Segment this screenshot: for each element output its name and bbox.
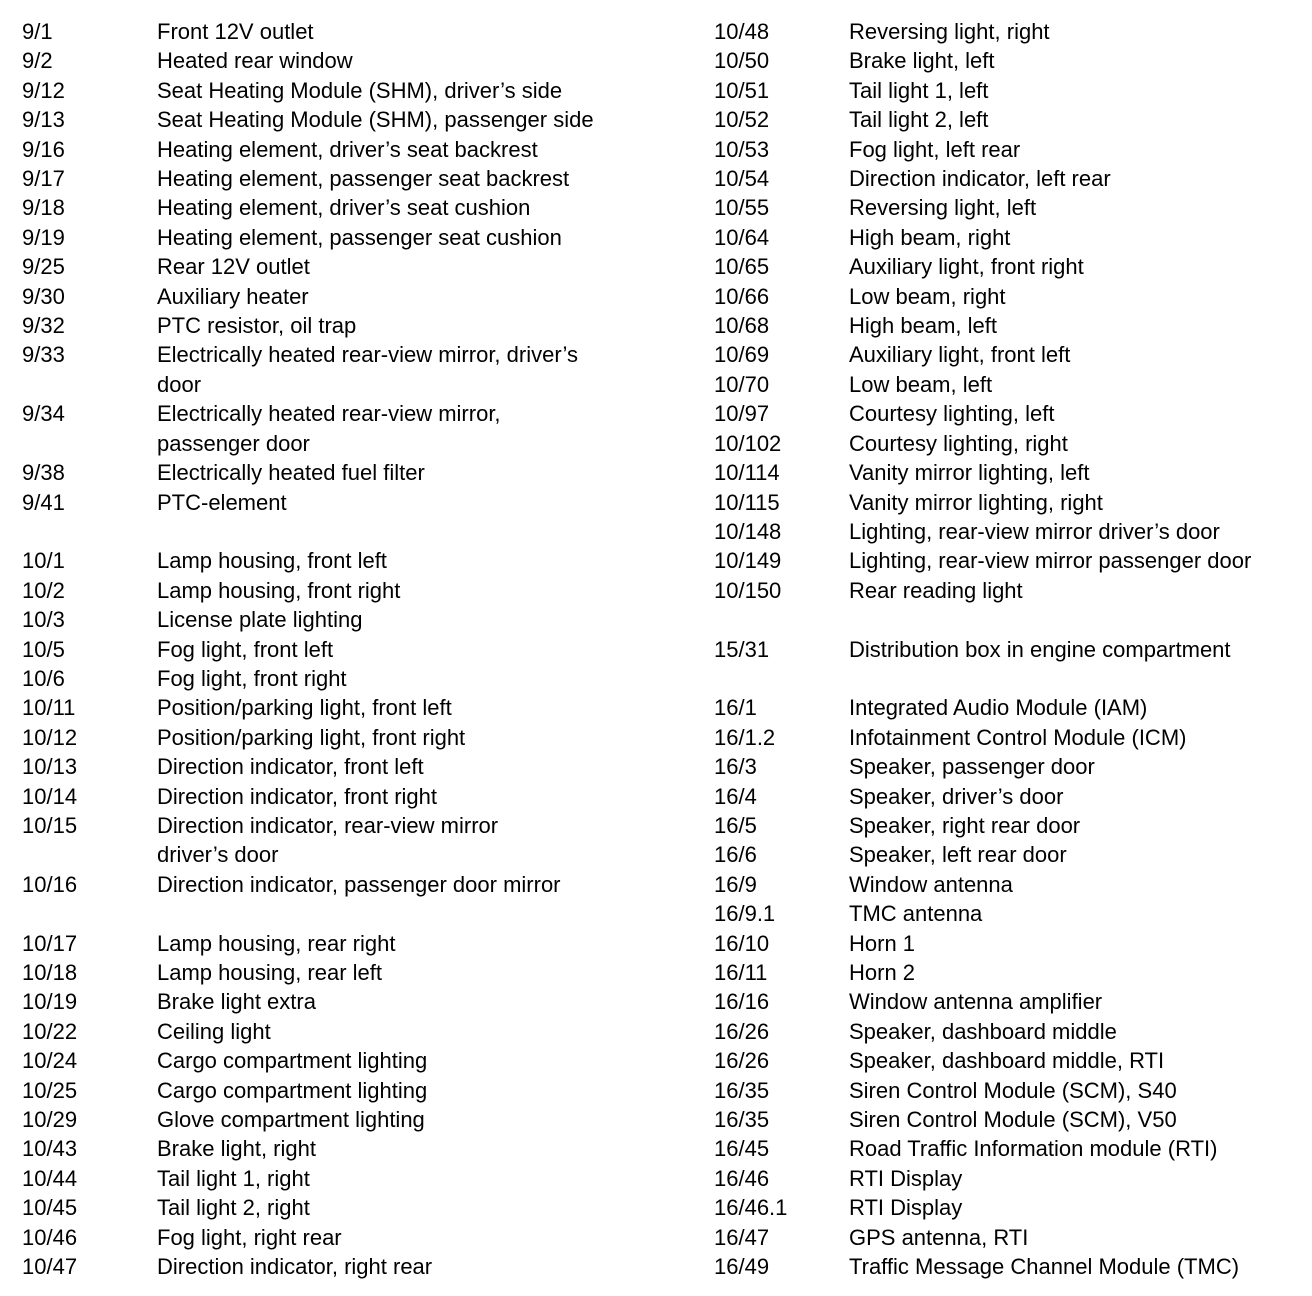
component-row	[22, 1105, 682, 1134]
component-description: Window antenna amplifier	[849, 989, 1103, 1015]
component-description: Courtesy lighting, left	[849, 401, 1055, 427]
component-row	[714, 1252, 1304, 1281]
component-description: Traffic Message Channel Module (TMC)	[849, 1254, 1240, 1280]
component-code: 16/35	[714, 1077, 770, 1103]
component-code: 16/11	[714, 959, 768, 985]
component-row	[714, 1046, 1304, 1075]
component-description: RTI Display	[849, 1165, 963, 1191]
component-code: 10/15	[22, 812, 78, 838]
component-code: 10/25	[22, 1077, 78, 1103]
component-row	[714, 399, 1304, 428]
component-description: Cargo compartment lighting	[157, 1077, 428, 1103]
component-description: Lamp housing, front left	[157, 548, 387, 574]
component-row	[22, 929, 682, 958]
component-description: Siren Control Module (SCM), V50	[849, 1107, 1177, 1132]
component-code: 16/10	[714, 930, 770, 956]
component-row	[22, 576, 682, 605]
component-code: 10/55	[714, 195, 770, 221]
section-gap	[714, 605, 1304, 634]
component-code: 10/48	[714, 19, 770, 44]
component-description: GPS antenna, RTI	[849, 1224, 1029, 1250]
component-code: 10/18	[22, 959, 78, 985]
component-row	[714, 723, 1304, 752]
component-description: Brake light extra	[157, 989, 316, 1015]
component-row	[22, 664, 682, 693]
component-code: 9/17	[22, 166, 65, 192]
component-description: Heating element, driver’s seat backrest	[157, 136, 538, 162]
component-list-right	[714, 17, 1304, 1281]
component-row	[714, 282, 1304, 311]
component-code: 9/34	[22, 401, 65, 427]
component-row	[714, 987, 1304, 1016]
component-description: Auxiliary light, front left	[849, 342, 1071, 368]
component-code: 9/13	[22, 107, 65, 133]
component-description: Direction indicator, passenger door mirror	[157, 871, 561, 897]
component-code: 10/14	[22, 783, 78, 809]
component-row	[714, 340, 1304, 369]
component-code: 16/26	[714, 1018, 770, 1044]
component-code: 10/69	[714, 342, 770, 368]
component-row	[714, 958, 1304, 987]
component-description: Speaker, right rear door	[849, 812, 1081, 838]
component-row	[714, 693, 1304, 722]
component-code: 16/1	[714, 695, 757, 721]
component-code: 9/1	[22, 19, 53, 44]
section-gap	[22, 517, 682, 546]
component-code: 9/19	[22, 224, 65, 250]
component-row	[22, 870, 682, 899]
component-description: Integrated Audio Module (IAM)	[849, 695, 1148, 721]
component-row	[714, 1017, 1304, 1046]
component-code: 10/52	[714, 107, 770, 133]
component-description: Front 12V outlet	[157, 19, 314, 44]
component-row	[22, 1223, 682, 1252]
component-row	[714, 1164, 1304, 1193]
component-description: Speaker, dashboard middle, RTI	[849, 1048, 1165, 1074]
component-description: PTC resistor, oil trap	[157, 313, 357, 339]
component-code: 9/41	[22, 489, 65, 515]
component-code: 10/54	[714, 166, 770, 192]
component-description: Lamp housing, rear left	[157, 959, 383, 985]
component-row	[714, 546, 1304, 575]
component-code: 16/45	[714, 1136, 770, 1162]
component-row	[714, 752, 1304, 781]
component-description: Siren Control Module (SCM), S40	[849, 1077, 1177, 1103]
component-row	[22, 958, 682, 987]
component-description: Cargo compartment lighting	[157, 1048, 428, 1074]
component-row	[22, 1252, 682, 1281]
component-description: Lighting, rear-view mirror passenger door	[849, 548, 1252, 574]
component-row	[22, 46, 682, 75]
component-code: 10/64	[714, 224, 770, 250]
component-description: PTC-element	[157, 489, 287, 515]
component-code: 10/47	[22, 1254, 78, 1280]
component-description: Fog light, left rear	[849, 136, 1021, 162]
component-row	[714, 193, 1304, 222]
component-row	[714, 1134, 1304, 1163]
component-description: Lighting, rear-view mirror driver’s door	[849, 518, 1220, 544]
component-row	[714, 135, 1304, 164]
component-description: Glove compartment lighting	[157, 1107, 425, 1132]
component-row	[714, 429, 1304, 458]
component-description: Speaker, dashboard middle	[849, 1018, 1117, 1044]
component-code: 10/97	[714, 401, 770, 427]
component-description: Vanity mirror lighting, left	[849, 460, 1090, 486]
component-description: Tail light 1, left	[849, 77, 989, 103]
component-description: Tail light 1, right	[157, 1165, 310, 1191]
component-description: Seat Heating Module (SHM), driver’s side	[157, 77, 563, 103]
component-description: Electrically heated fuel filter	[157, 460, 425, 486]
component-code: 9/25	[22, 254, 65, 280]
component-row	[22, 488, 682, 517]
component-row	[22, 811, 682, 870]
component-row	[22, 723, 682, 752]
component-list-left	[22, 17, 682, 1281]
component-description: Electrically heated rear-view mirror, passenger door	[157, 401, 501, 456]
component-description: Position/parking light, front left	[157, 695, 452, 721]
component-row	[714, 1105, 1304, 1134]
component-row	[714, 311, 1304, 340]
component-code: 10/5	[22, 636, 65, 662]
component-row	[714, 1076, 1304, 1105]
component-description: Lamp housing, front right	[157, 577, 401, 603]
component-code: 10/29	[22, 1107, 78, 1132]
component-row	[22, 193, 682, 222]
component-code: 10/115	[714, 489, 780, 515]
component-description: Direction indicator, front right	[157, 783, 438, 809]
component-code: 10/11	[22, 695, 76, 721]
component-code: 16/26	[714, 1048, 770, 1074]
component-code: 16/5	[714, 812, 757, 838]
component-code: 10/50	[714, 48, 770, 74]
component-code: 9/18	[22, 195, 65, 221]
component-code: 16/46.1	[714, 1195, 788, 1221]
component-description: Direction indicator, front left	[157, 754, 424, 780]
component-row	[22, 752, 682, 781]
component-row	[714, 870, 1304, 899]
component-description: Tail light 2, left	[849, 107, 989, 133]
component-row	[22, 987, 682, 1016]
component-description: Rear reading light	[849, 577, 1023, 603]
component-row	[714, 1223, 1304, 1252]
component-row	[714, 811, 1304, 840]
component-description: RTI Display	[849, 1195, 963, 1221]
component-description: Fog light, front right	[157, 665, 347, 691]
component-row	[714, 223, 1304, 252]
component-row	[714, 370, 1304, 399]
component-row	[22, 605, 682, 634]
component-code: 9/2	[22, 48, 53, 74]
component-description: Horn 1	[849, 930, 916, 956]
component-description: Lamp housing, rear right	[157, 930, 396, 956]
component-code: 9/32	[22, 313, 65, 339]
component-code: 10/148	[714, 518, 782, 544]
component-description: Heated rear window	[157, 48, 353, 74]
component-code: 16/16	[714, 989, 770, 1015]
component-code: 9/12	[22, 77, 65, 103]
component-code: 16/9.1	[714, 901, 776, 927]
component-description: Low beam, right	[849, 283, 1006, 309]
component-description: License plate lighting	[157, 607, 363, 633]
component-code: 10/24	[22, 1048, 78, 1074]
component-code: 10/149	[714, 548, 782, 574]
component-description: High beam, left	[849, 313, 997, 339]
component-row	[22, 135, 682, 164]
component-description: Reversing light, left	[849, 195, 1037, 221]
component-code: 16/1.2	[714, 724, 776, 750]
component-code: 15/31	[714, 636, 770, 662]
component-code: 10/16	[22, 871, 78, 897]
component-description: Distribution box in engine compartment	[849, 636, 1231, 662]
component-row	[22, 693, 682, 722]
component-description: Courtesy lighting, right	[849, 430, 1068, 456]
component-description: Infotainment Control Module (ICM)	[849, 724, 1187, 750]
component-code: 10/150	[714, 577, 782, 603]
component-code: 10/12	[22, 724, 78, 750]
component-row	[714, 517, 1304, 546]
component-code: 10/13	[22, 754, 78, 780]
component-row	[22, 399, 682, 458]
component-description: Direction indicator, left rear	[849, 166, 1111, 192]
component-code: 10/17	[22, 930, 78, 956]
component-description: Heating element, driver’s seat cushion	[157, 195, 531, 221]
component-code: 10/44	[22, 1165, 78, 1191]
component-row	[714, 46, 1304, 75]
component-code: 10/2	[22, 577, 65, 603]
component-code: 10/114	[714, 460, 780, 486]
component-row	[22, 458, 682, 487]
component-code: 10/45	[22, 1195, 78, 1221]
component-code: 16/47	[714, 1224, 770, 1250]
component-row	[714, 164, 1304, 193]
component-description: Speaker, left rear door	[849, 842, 1067, 868]
component-row	[714, 488, 1304, 517]
component-description: Heating element, passenger seat cushion	[157, 224, 562, 250]
component-description: Road Traffic Information module (RTI)	[849, 1136, 1218, 1162]
component-row	[714, 899, 1304, 928]
component-row	[22, 782, 682, 811]
component-code: 16/46	[714, 1165, 770, 1191]
component-code: 16/6	[714, 842, 757, 868]
component-row	[22, 282, 682, 311]
component-row	[714, 840, 1304, 869]
component-code: 9/33	[22, 342, 65, 368]
component-code: 10/19	[22, 989, 78, 1015]
component-code: 16/49	[714, 1254, 770, 1280]
component-row	[22, 1164, 682, 1193]
component-code: 9/38	[22, 460, 65, 486]
component-description: Electrically heated rear-view mirror, driver’s door	[157, 342, 578, 397]
component-code: 10/51	[714, 77, 770, 103]
component-row	[22, 1076, 682, 1105]
component-code: 10/43	[22, 1136, 78, 1162]
component-description: Direction indicator, right rear	[157, 1254, 433, 1280]
component-row	[714, 105, 1304, 134]
section-gap	[22, 899, 682, 928]
component-description: Window antenna	[849, 871, 1013, 897]
component-code: 10/102	[714, 430, 782, 456]
component-row	[22, 340, 682, 399]
component-code: 10/1	[22, 548, 65, 574]
component-code: 10/46	[22, 1224, 78, 1250]
component-code: 10/3	[22, 607, 65, 633]
component-row	[22, 311, 682, 340]
component-row	[22, 1017, 682, 1046]
component-row	[22, 1193, 682, 1222]
component-description: Brake light, left	[849, 48, 995, 74]
component-row	[714, 76, 1304, 105]
component-description: Fog light, right rear	[157, 1224, 342, 1250]
component-code: 16/4	[714, 783, 757, 809]
component-row	[714, 1193, 1304, 1222]
component-row	[22, 164, 682, 193]
component-description: Horn 2	[849, 959, 916, 985]
component-code: 10/66	[714, 283, 770, 309]
component-description: Direction indicator, rear-view mirror driver’s door	[157, 812, 499, 868]
component-description: Position/parking light, front right	[157, 724, 466, 750]
component-row	[22, 252, 682, 281]
component-description: Seat Heating Module (SHM), passenger side	[157, 107, 594, 133]
component-row	[22, 76, 682, 105]
component-description: High beam, right	[849, 224, 1011, 250]
component-code: 10/70	[714, 371, 770, 397]
component-row	[714, 458, 1304, 487]
component-row	[714, 782, 1304, 811]
component-row	[22, 1134, 682, 1163]
component-row	[22, 105, 682, 134]
component-row	[22, 546, 682, 575]
component-description: Low beam, left	[849, 371, 993, 397]
component-description: Speaker, driver’s door	[849, 783, 1064, 809]
component-code: 16/3	[714, 754, 757, 780]
component-description: Speaker, passenger door	[849, 754, 1095, 780]
component-description: Auxiliary light, front right	[849, 254, 1084, 280]
component-description: Auxiliary heater	[157, 283, 309, 309]
component-code: 9/16	[22, 136, 65, 162]
component-row	[714, 17, 1304, 46]
section-gap	[714, 664, 1304, 693]
component-row	[714, 929, 1304, 958]
component-row	[22, 635, 682, 664]
component-description: Brake light, right	[157, 1136, 316, 1162]
component-row	[714, 635, 1304, 664]
component-description: Ceiling light	[157, 1018, 271, 1044]
component-description: Heating element, passenger seat backrest	[157, 166, 570, 192]
component-code: 16/9	[714, 871, 757, 897]
component-description: Fog light, front left	[157, 636, 334, 662]
component-code: 10/22	[22, 1018, 78, 1044]
component-row	[22, 17, 682, 46]
component-description: TMC antenna	[849, 901, 983, 927]
component-description: Reversing light, right	[849, 19, 1050, 44]
component-row	[22, 223, 682, 252]
component-row	[714, 252, 1304, 281]
component-code: 9/30	[22, 283, 65, 309]
component-code: 10/68	[714, 313, 770, 339]
component-description: Tail light 2, right	[157, 1195, 310, 1221]
component-row	[22, 1046, 682, 1075]
component-description: Vanity mirror lighting, right	[849, 489, 1103, 515]
component-code: 16/35	[714, 1107, 770, 1132]
component-row	[714, 576, 1304, 605]
component-description: Rear 12V outlet	[157, 254, 310, 280]
component-code: 10/6	[22, 665, 65, 691]
component-code: 10/65	[714, 254, 770, 280]
component-code: 10/53	[714, 136, 770, 162]
